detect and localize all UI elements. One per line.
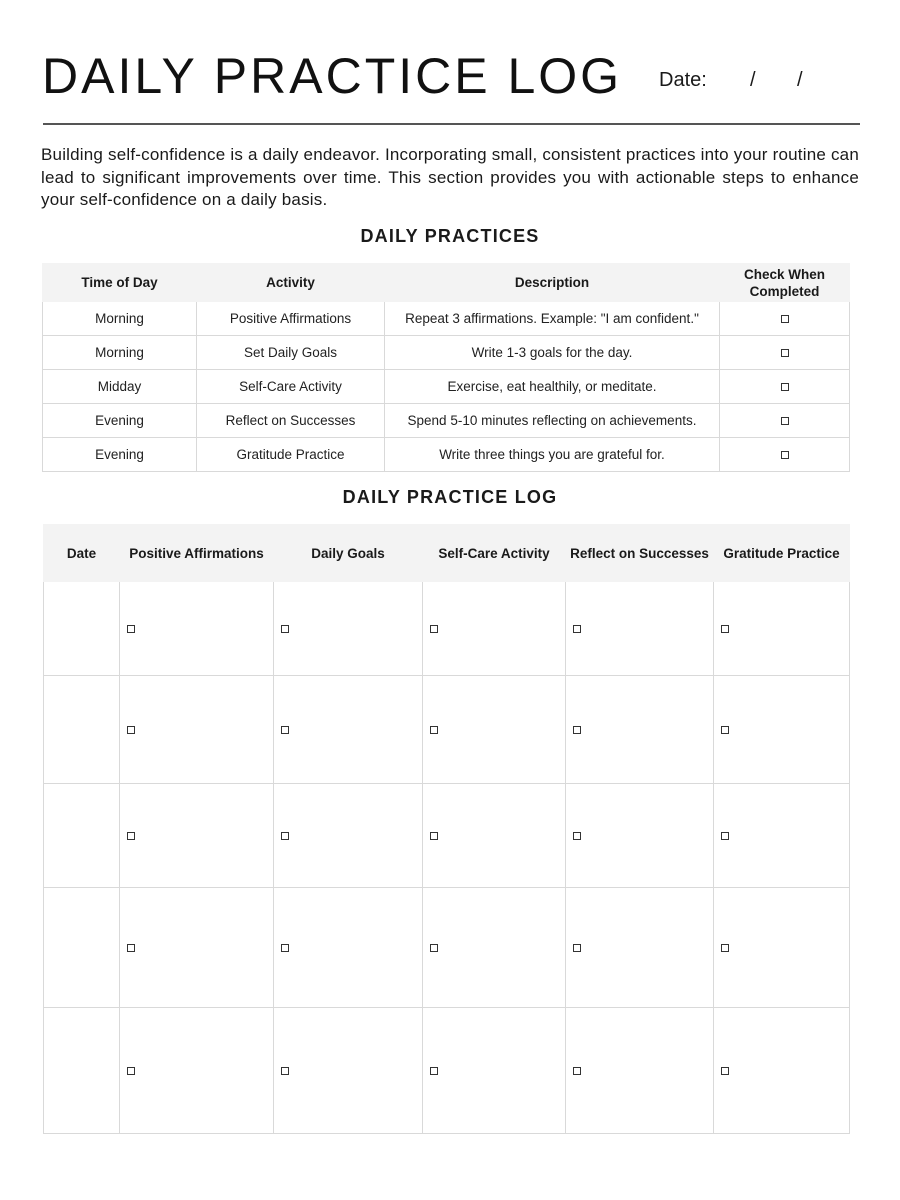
- activity-cell: Set Daily Goals: [197, 336, 385, 370]
- checkbox[interactable]: [573, 625, 581, 633]
- check-cell: [720, 336, 850, 370]
- column-header: Time of Day: [43, 264, 197, 302]
- column-header: Gratitude Practice: [714, 525, 850, 582]
- checkbox[interactable]: [127, 1067, 135, 1075]
- checkbox[interactable]: [781, 383, 789, 391]
- check-cell: [274, 1008, 423, 1134]
- column-header: Activity: [197, 264, 385, 302]
- checkbox[interactable]: [781, 315, 789, 323]
- checkbox[interactable]: [721, 1067, 729, 1075]
- table-row: [43, 302, 850, 336]
- check-cell: [423, 888, 566, 1008]
- checkbox[interactable]: [281, 625, 289, 633]
- table-row: [44, 888, 850, 1008]
- date-separator: /: [797, 69, 803, 91]
- checkbox[interactable]: [281, 1067, 289, 1075]
- checkbox[interactable]: [430, 1067, 438, 1075]
- checkbox[interactable]: [281, 944, 289, 952]
- time-cell: Evening: [43, 404, 197, 438]
- check-cell: [566, 888, 714, 1008]
- check-cell: [720, 370, 850, 404]
- description-cell: Repeat 3 affirmations. Example: "I am confident.": [385, 302, 720, 336]
- time-cell: Midday: [43, 370, 197, 404]
- checkbox[interactable]: [573, 832, 581, 840]
- activity-cell: Self-Care Activity: [197, 370, 385, 404]
- check-cell: [274, 582, 423, 676]
- checkbox[interactable]: [781, 417, 789, 425]
- check-cell: [120, 1008, 274, 1134]
- check-cell: [423, 582, 566, 676]
- check-cell: [720, 404, 850, 438]
- checkbox[interactable]: [721, 832, 729, 840]
- checkbox[interactable]: [721, 625, 729, 633]
- column-header: Self-Care Activity: [423, 525, 566, 582]
- check-cell: [423, 784, 566, 888]
- check-cell: [714, 676, 850, 784]
- column-header: Check When Completed: [720, 264, 850, 302]
- table-header-row: [43, 264, 850, 302]
- check-cell: [720, 438, 850, 472]
- check-cell: [714, 784, 850, 888]
- description-cell: Write three things you are grateful for.: [385, 438, 720, 472]
- log-table: [43, 524, 850, 1134]
- checkbox[interactable]: [573, 944, 581, 952]
- date-cell[interactable]: [44, 1008, 120, 1134]
- checkbox[interactable]: [430, 726, 438, 734]
- check-cell: [714, 1008, 850, 1134]
- date-cell[interactable]: [44, 676, 120, 784]
- check-cell: [120, 676, 274, 784]
- column-header: Description: [385, 264, 720, 302]
- check-cell: [714, 888, 850, 1008]
- intro-paragraph: Building self-confidence is a daily endeavor. Incorporating small, consistent practices into your routine can lead to significant improvements over time. This section provides you with actionable steps to enhance your self-confidence on a daily basis.: [41, 145, 859, 209]
- header-divider: [43, 123, 860, 125]
- checkbox[interactable]: [281, 832, 289, 840]
- check-cell: [566, 676, 714, 784]
- time-cell: Morning: [43, 302, 197, 336]
- checkbox[interactable]: [127, 726, 135, 734]
- description-cell: Write 1-3 goals for the day.: [385, 336, 720, 370]
- column-header: Positive Affirmations: [120, 525, 274, 582]
- practices-table: [42, 263, 850, 472]
- check-cell: [120, 888, 274, 1008]
- date-cell[interactable]: [44, 888, 120, 1008]
- table-row: [43, 404, 850, 438]
- description-cell: Spend 5-10 minutes reflecting on achievements.: [385, 404, 720, 438]
- check-cell: [714, 582, 850, 676]
- date-cell[interactable]: [44, 784, 120, 888]
- check-cell: [274, 676, 423, 784]
- check-cell: [566, 582, 714, 676]
- check-cell: [120, 784, 274, 888]
- table-row: [44, 582, 850, 676]
- activity-cell: Gratitude Practice: [197, 438, 385, 472]
- table-row: [44, 1008, 850, 1134]
- checkbox[interactable]: [430, 944, 438, 952]
- checkbox[interactable]: [430, 832, 438, 840]
- table-header-row: [44, 525, 850, 582]
- checkbox[interactable]: [781, 349, 789, 357]
- column-header: Daily Goals: [274, 525, 423, 582]
- check-cell: [423, 676, 566, 784]
- checkbox[interactable]: [127, 832, 135, 840]
- column-header: Reflect on Successes: [566, 525, 714, 582]
- table-row: [43, 370, 850, 404]
- checkbox[interactable]: [127, 625, 135, 633]
- date-label: Date:: [659, 69, 707, 91]
- practices-section-title: DAILY PRACTICES: [360, 226, 540, 246]
- table-row: [43, 336, 850, 370]
- log-section-title: DAILY PRACTICE LOG: [342, 487, 558, 507]
- description-cell: Exercise, eat healthily, or meditate.: [385, 370, 720, 404]
- time-cell: Evening: [43, 438, 197, 472]
- check-cell: [566, 784, 714, 888]
- page-title: DAILY PRACTICE LOG: [42, 48, 623, 104]
- activity-cell: Reflect on Successes: [197, 404, 385, 438]
- date-separator: /: [750, 69, 756, 91]
- check-cell: [423, 1008, 566, 1134]
- checkbox[interactable]: [430, 625, 438, 633]
- check-cell: [274, 888, 423, 1008]
- column-header: Date: [44, 525, 120, 582]
- checkbox[interactable]: [721, 726, 729, 734]
- check-cell: [566, 1008, 714, 1134]
- checkbox[interactable]: [781, 451, 789, 459]
- check-cell: [720, 302, 850, 336]
- checkbox[interactable]: [281, 726, 289, 734]
- checkbox[interactable]: [127, 944, 135, 952]
- check-cell: [120, 582, 274, 676]
- check-cell: [274, 784, 423, 888]
- table-row: [43, 438, 850, 472]
- date-cell[interactable]: [44, 582, 120, 676]
- checkbox[interactable]: [573, 1067, 581, 1075]
- checkbox[interactable]: [721, 944, 729, 952]
- activity-cell: Positive Affirmations: [197, 302, 385, 336]
- table-row: [44, 784, 850, 888]
- checkbox[interactable]: [573, 726, 581, 734]
- table-row: [44, 676, 850, 784]
- time-cell: Morning: [43, 336, 197, 370]
